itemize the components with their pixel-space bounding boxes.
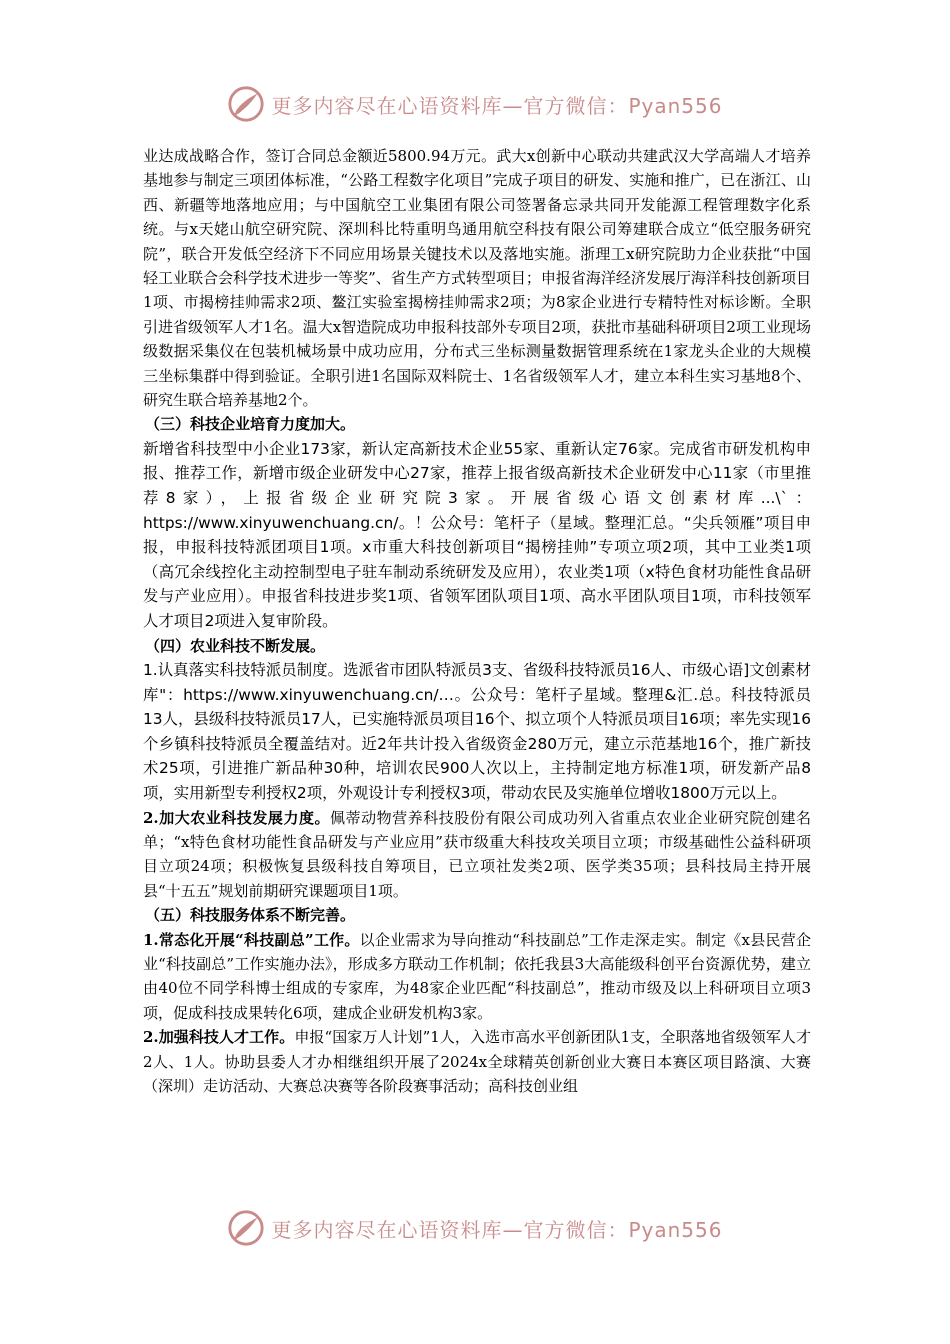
paragraph-4-text: 佩蒂动物营养科技股份有限公司成功列入省重点农业企业研究院创建名单；“x特色食材功能性食品研发与产业应用”获市级重大科技攻关项目立项；市级基础性公益科研项目立项24项；积极恢复县级科技自筹项目，已立项社发类2项、医学类35项；县科技局主持开展县“十五五”规划前期研究课题项目1项。 bbox=[143, 808, 811, 900]
paragraph-5-text: 以企业需求为导向推动“科技副总”工作走深走实。制定《x县民营企业“科技副总”工作实施办法》，形成多方联动工作机制；依托我县3大高能级科创平台资源优势，建立由40位不同学科博士组成的专家库，为48家企业匹配“科技副总”，推动市级及以上科研项目立项3项，促成科技成果转化6项，建成企业研发机构3家。 bbox=[143, 930, 811, 1022]
watermark-text: 更多内容尽在心语资料库—官方微信：Pyan556 bbox=[271, 93, 723, 118]
paragraph-3: 1.认真落实科技特派员制度。选派省市团队特派员3支、省级科技特派员16人、市级心语]文创素材库"：https://www.xinyuwenchuang.cn/…。公众号：笔杆子星域。整理&汇.总。科技特派员13人，县级科技特派员17人，已实施特派员项目16个、拟立项个人特派员项目16项；率先实现16个乡镇科技特派员全覆盖结对。近2年共计投入省级资金280万元，建立示范基地16个，推广新技术25项，引进推广新品种30种，培训农民900人次以上，主持制定地方标准1项，研发新产品8项，实用新型专利授权2项，外观设计专利授权3项，带动农民及实施单位增收1800万元以上。 bbox=[143, 661, 811, 802]
paragraph-1: 业达成战略合作，签订合同总金额近5800.94万元。武大x创新中心联动共建武汉大学高端人才培养基地参与制定三项团体标准，“公路工程数字化项目”完成子项目的研发、实施和推广，已在浙江、山西、新疆等地落地应用；与中国航空工业集团有限公司签署备忘录共同开发能源工程管理数字化系统。与x天姥山航空研究院、深圳科比特重明鸟通用航空科技有限公司筹建联合成立“低空服务研究院”，联合开发低空经济下不同应用场景关键技术以及落地实施。浙理工x研究院助力企业获批“中国轻工业联合会科学技术进步一等奖”、省生产方式转型项目；申报省海洋经济发展厅海洋科技创新项目1项、市揭榜挂帅需求2项、鳌江实验室揭榜挂帅需求2项；为8家企业进行专精特性对标诊断。全职引进省级领军人才1名。温大x智造院成功申报科技部外专项目2项，获批市基础科研项目2项工业现场级数据采集仪在包装机械场景中成功应用，分布式三坐标测量数据管理系统在1家龙头企业的大规模三坐标集群中得到验证。全职引进1名国际双料院士、1名省级领军人才，建立本科生实习基地8个、研究生联合培养基地2个。 bbox=[143, 147, 811, 410]
paragraph-4 bbox=[143, 806, 811, 904]
paragraph-6-lead: 2.加强科技人才工作。 bbox=[143, 1028, 295, 1047]
paragraph-6-text: 申报“国家万人计划”1人，入选市高水平创新团队1支，全职落地省级领军人才2人、1人。协助县委人才办相继组织开展了2024x全球精英创新创业大赛日本赛区项目路演、大赛（深圳）走访活动、大赛总决赛等各阶段赛事活动；高科技创业组 bbox=[143, 1028, 811, 1096]
watermark-top bbox=[0, 84, 950, 124]
watermark-bottom bbox=[0, 1208, 950, 1248]
paragraph-2: 新增省科技型中小企业173家，新认定高新技术企业55家、重新认定76家。完成省市研发机构申报、推荐工作，新增市级企业研发中心27家，推荐上报省级高新技术企业研发中心11家（市里推荐8家），上报省级企业研究院3家。开展省级心语文创素材库...\`：https://www.xinyuwenchuang.cn/。！公众号：笔杆子（星域。整理汇总。“尖兵领雁”项目申报，申报科技特派团项目1项。x市重大科技创新项目“揭榜挂帅”专项立项2项，其中工业类1项（高冗余线控化主动控制型电子驻车制动系统研发及应用），农业类1项（x特色食材功能性食品研发与产业应用）。申报省科技进步奖1项、省领军团队项目1项、高水平团队项目1项，市科技领军人才项目2项进入复审阶段。 bbox=[143, 439, 811, 631]
paragraph-4-lead: 2.加大农业科技发展力度。 bbox=[143, 808, 331, 827]
pen-scroll-logo bbox=[227, 1209, 265, 1247]
document-body bbox=[143, 144, 811, 1098]
section-heading-5: （五）科技服务体系不断完善。 bbox=[145, 906, 356, 925]
paragraph-6 bbox=[143, 1025, 811, 1098]
paragraph-5-lead: 1.常态化开展“科技副总”工作。 bbox=[143, 930, 360, 949]
watermark-text: 更多内容尽在心语资料库—官方微信：Pyan556 bbox=[271, 1217, 723, 1242]
pen-scroll-logo bbox=[227, 85, 265, 123]
section-heading-3: （三）科技企业培育力度加大。 bbox=[145, 415, 356, 434]
paragraph-5 bbox=[143, 928, 811, 1026]
section-heading-4: （四）农业科技不断发展。 bbox=[145, 636, 326, 655]
